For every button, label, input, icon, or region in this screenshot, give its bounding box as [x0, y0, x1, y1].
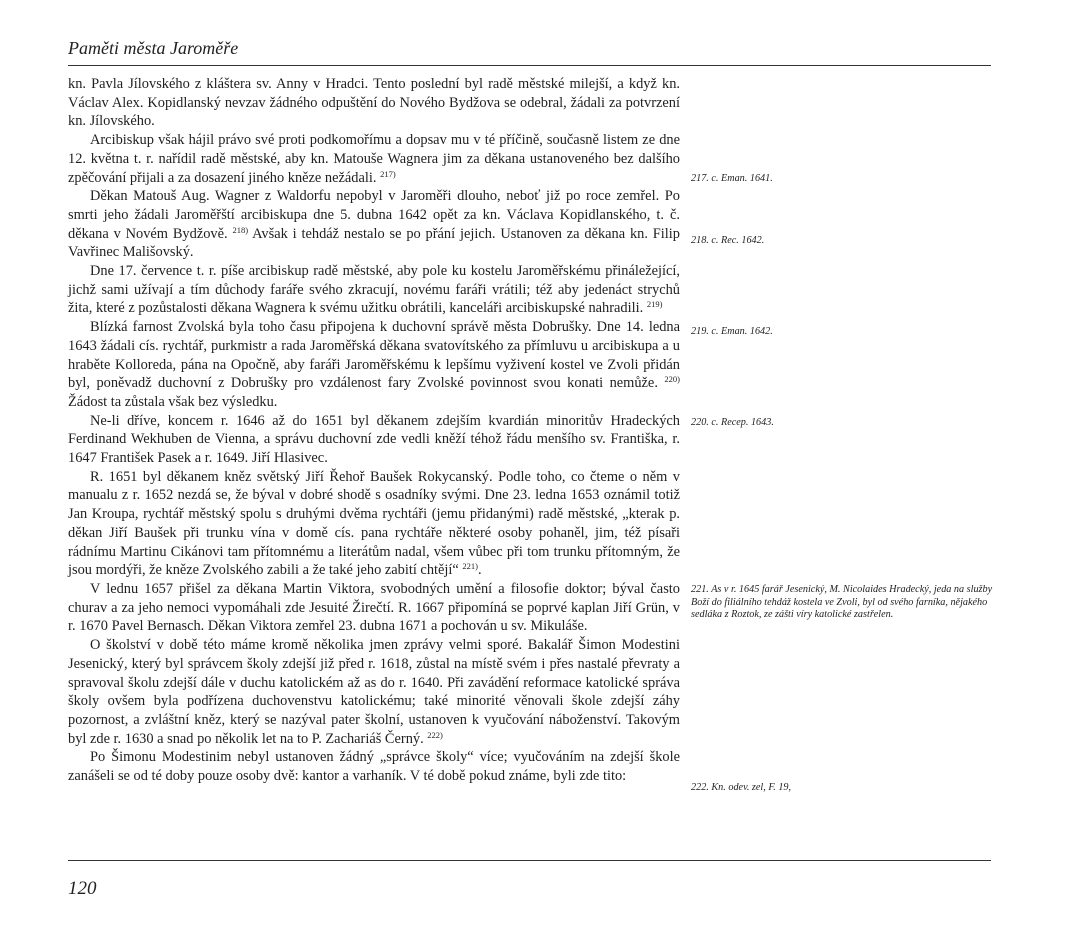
margin-note: 219. c. Eman. 1642.: [691, 326, 773, 337]
paragraph-text: Avšak i tehdáž nestalo se po přání jejich. Ustanoven za děkana kn. Filip Vavřinec Mališovský.: [68, 225, 680, 261]
paragraph-text: Blízká farnost Zvolská byla toho času připojena k duchovní správě města Dobrušky. Dne 14. ledna 1643 žádali cís. rychtář, purkmistr a rada Jaroměřská děkana svatovítského za přímluvu u arcibiskupa a u hraběte Kolloreda, pána na Opočně, aby faráři Jaroměřskému k lepšímu vyživení kostel ve Zvoli přidán byl, poněvadž duchovní z Dobrušky pro vzdálenost fary Zvolské povinnost svou konati nemůže.: [68, 319, 680, 392]
margin-note: 220. c. Recep. 1643.: [691, 417, 774, 428]
paragraph: [68, 468, 680, 580]
paragraph-text: Dne 17. července t. r. píše arcibiskup radě městské, aby pole ku kostelu Jaroměřskému přináležející, jichž sami užívají a tím důchody faráře svého zkracují, novému faráři vrátili; též aby jedenáct strychů žita, které z pozůstalosti děkana Wagnera k svému užitku obrátili, kanceláři arcibiskupské nahradili.: [68, 263, 680, 317]
paragraph-text: O školství v době této máme kromě několika jmen zprávy velmi sporé. Bakalář Šimon Modestini Jesenický, který byl správcem školy zdejší již před r. 1618, zůstal na místě svém i přes nastalé převraty a spravoval školu zdejší dále v duchu katolickém až as do r. 1640. Při zavádění reformace katolické správa školy ovšem byla podřízena duchovenstvu katolickému; také minorité věnovali škole zdejší záhy pozornost, a zvláštní kněz, který se nazýval pater školní, ustanoven k vyučování náboženství. Takovým byl zde r. 1630 a snad po několik let na to P. Zachariáš Černý.: [68, 637, 680, 747]
footer-rule: [68, 860, 991, 861]
page-number: 120: [68, 878, 97, 899]
paragraph: [68, 580, 680, 636]
footnote-ref: 222): [427, 729, 443, 740]
paragraph: [68, 318, 680, 412]
margin-note: 218. c. Rec. 1642.: [691, 235, 765, 246]
paragraph-text: Arcibiskup však hájil právo své proti podkomořímu a dopsav mu v té příčině, současně listem ze dne 12. května t. r. nařídil radě městské, aby kn. Matouše Wagnera jim za děkana ustanoveného bez dalšího zpěčování přijali a za dosazení jiného kněze nežádali.: [68, 132, 680, 186]
paragraph-text: Po Šimonu Modestinim nebyl ustanoven žádný „správce školy“ více; vyučováním na zdejší škole zanášeli se od té doby pouze osoby dvě: kantor a varhaník. V té době pokud známe, byli zde tito:: [68, 749, 680, 785]
footnote-ref: 217): [380, 168, 396, 179]
paragraph-text: R. 1651 byl děkanem kněz světský Jiří Řehoř Baušek Rokycanský. Podle toho, co čteme o něm v manualu z r. 1652 nezdá se, že býval v dobré shodě s osadníky svými. Dne 23. ledna 1653 oznámil totiž Jan Kroupa, rychtář městský spolu s druhými dvěma rychtáři (jemu přidanými) radě městské, „kterak p. děkan Jiří Baušek při trunku vína v domě cís. pana rychtáře některé osoby pohaněl, jim, též písaři rádnímu Martinu Cikánovi tam přítomnému a literátům nadal, všem vůbec při tom trunku přítomným, že jsou mordýři, že kněze Zvolského zabili a že také jeho zabití chtějí“: [68, 468, 680, 579]
footnote-ref: 219): [646, 299, 663, 310]
footnote-ref: 220): [664, 374, 680, 385]
paragraph: [68, 75, 680, 131]
paragraph-text: Žádost ta zůstala však bez výsledku.: [68, 393, 278, 410]
main-text: [68, 75, 680, 786]
footnote-ref: 218): [232, 224, 249, 235]
margin-note: 221. As v r. 1645 farář Jesenický, M. Nicolaides Hradecký, jeda na služby Boží do filiálního tehdáž kostela ve Zvoli, byl od svého farníka, nějakého sedláka z Roztok, ze zášti víry katolické zastřelen.: [691, 584, 993, 621]
paragraph-text: V lednu 1657 přišel za děkana Martin Viktora, svobodných umění a filosofie doktor; býval často churav a za jeho nemoci vypomáhali zde Jesuité Žirečtí. R. 1667 připomíná se poprvé kaplan Jiří Grün, v r. 1670 Pavel Bernasch. Děkan Viktora zemřel 23. dubna 1671 a pochován u sv. Mikuláše.: [68, 580, 680, 635]
paragraph: [68, 412, 680, 468]
running-head: Paměti města Jaroměře: [68, 38, 239, 58]
paragraph: [68, 748, 680, 785]
margin-note: 217. c. Eman. 1641.: [691, 173, 773, 184]
paragraph-text: Děkan Matouš Aug. Wagner z Waldorfu nepobyl v Jaroměři dlouho, neboť již po roce zemřel. Po smrti jeho žádali Jaroměřští arcibiskupa dne 5. dubna 1642 opět za kn. Václava Kopidlanského, t. č. děkana v Novém Bydžově.: [68, 188, 680, 242]
paragraph: [68, 262, 680, 318]
paragraph: [68, 187, 680, 262]
header-rule: [68, 65, 991, 66]
paragraph-text: kn. Pavla Jílovského z kláštera sv. Anny v Hradci. Tento poslední byl radě městské milejší, a když kn. Václav Alex. Kopidlanský nevzav žádného odpuštění do Nového Bydžova se odebral, žádali za potvrzení kn. Jílovského.: [68, 76, 680, 130]
paragraph: [68, 131, 680, 187]
paragraph-text: Ne-li dříve, koncem r. 1646 až do 1651 byl děkanem zdejším kvardián minoritův Hradeckých Ferdinand Wekhuben de Vienna, a správu duchovní zde vedli kněží téhož řádu menšího sv. Františka, r. 1647 František Pasek a r. 1649. Jiří Hlasivec.: [68, 412, 680, 467]
paragraph-text: .: [478, 562, 482, 579]
paragraph: [68, 636, 680, 748]
margin-note: 222. Kn. odev. zel, F. 19,: [691, 782, 792, 793]
footnote-ref: 221): [462, 561, 478, 572]
